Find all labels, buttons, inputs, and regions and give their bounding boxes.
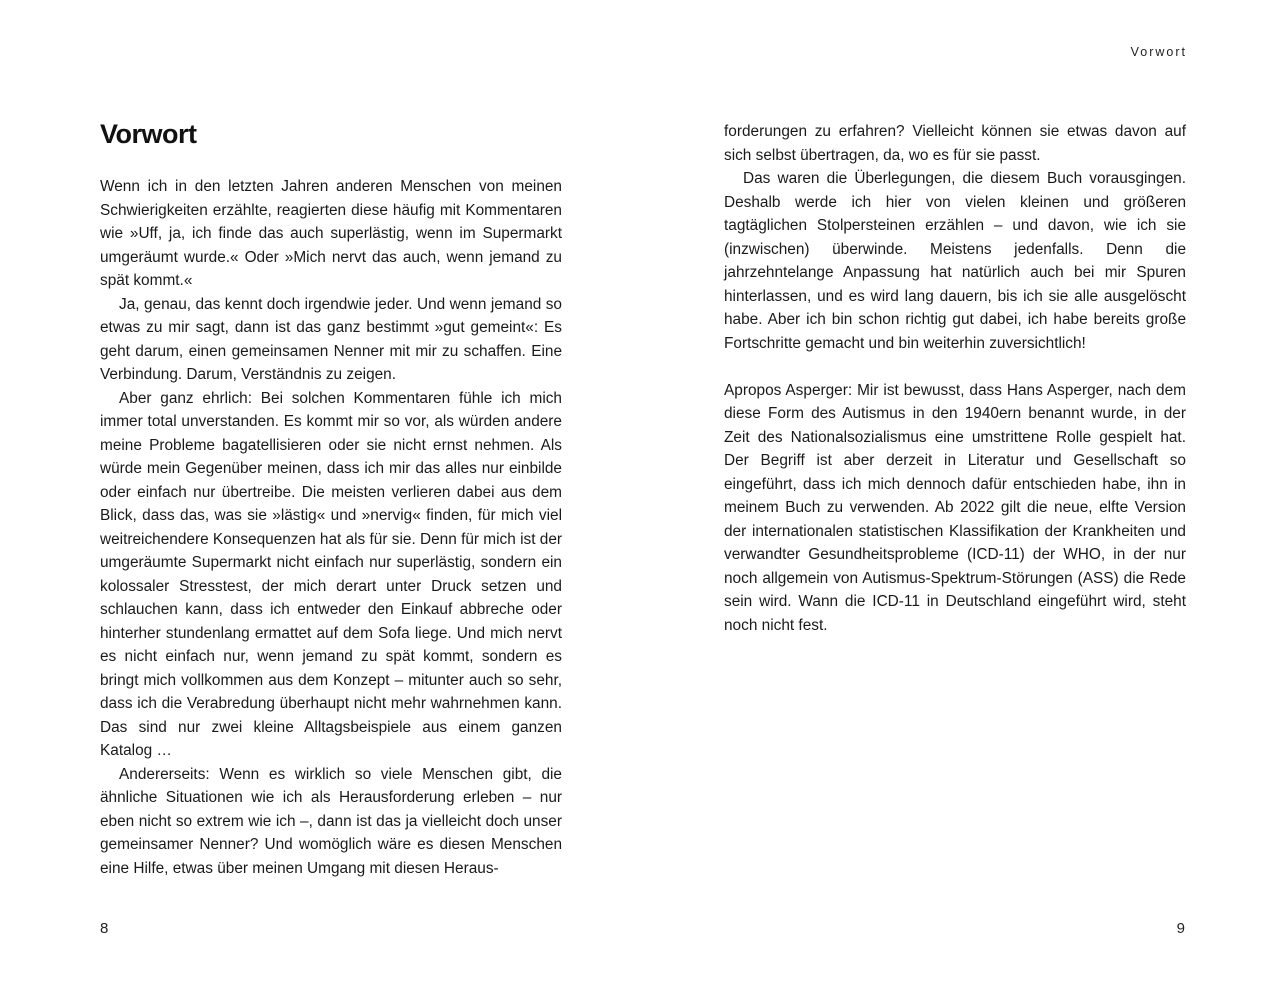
chapter-title: Vorwort <box>100 119 197 149</box>
paragraph: Andererseits: Wenn es wirklich so viele Menschen gibt, die ähnliche Situationen wie ich als Herausforderung erleben – nur eben nicht so extrem wie ich –, dann ist das ja vielleicht doch unser gemeinsamer Nenner? Und womöglich wäre es diesen Menschen eine Hilfe, etwas über meinen Umgang mit diesen Heraus- <box>100 765 562 877</box>
paragraph: forderungen zu erfahren? Vielleicht können sie etwas davon auf sich selbst übertragen, da, wo es für sie passt. <box>724 123 1186 164</box>
paragraph: Ja, genau, das kennt doch irgendwie jeder. Und wenn jemand so etwas zu mir sagt, dann ist das ganz bestimmt »gut gemeint«: Es geht darum, einen gemeinsamen Nenner mit mir zu schaffen. Eine Verbindung. Darum, Verständnis zu zeigen. <box>100 295 562 383</box>
page-number-right: 9 <box>1176 920 1185 937</box>
paragraph: Das waren die Überlegungen, die diesem Buch vorausgingen. Deshalb werde ich hier von vielen kleinen und größeren tagtäglichen Stolpersteinen erzählen – und davon, wie ich sie (inzwischen) überwinde. Meistens jedenfalls. Denn die jahrzehntelange Anpassung hat natürlich auch bei mir Spuren hinterlassen, und es wird lang dauern, bis ich sie alle ausgelöscht habe. Aber ich bin schon richtig gut dabei, ich habe bereits große Fortschritte gemacht und bin weiterhin zuversichtlich! <box>724 170 1186 352</box>
right-page <box>724 120 1186 637</box>
paragraph: Apropos Asperger: Mir ist bewusst, dass Hans Asperger, nach dem diese Form des Autismus in den 1940ern benannt wurde, in der Zeit des Nationalsozialismus eine umstrittene Rolle gespielt hat. Der Begriff ist aber derzeit in Literatur und Gesellschaft so eingeführt, dass ich mich dennoch dafür entschieden habe, ihn in meinem Buch zu verwenden. Ab 2022 gilt die neue, elfte Version der internationalen statistischen Klassifikation der Krankheiten und verwandter Gesundheitsprobleme (ICD-11) der WHO, in der nur noch allgemein von Autismus-Spektrum-Störungen (ASS) die Rede sein wird. Wann die ICD-11 in Deutschland eingeführt wird, steht noch nicht fest. <box>724 381 1186 634</box>
page-number-left: 8 <box>100 920 109 937</box>
running-head: Vorwort <box>1130 45 1187 59</box>
paragraph: Aber ganz ehrlich: Bei solchen Kommentaren fühle ich mich immer total unverstanden. Es kommt mir so vor, als würden andere meine Probleme bagatellisieren oder sie nicht ernst nehmen. Als würde mein Gegenüber meinen, dass ich mir das alles nur einbilde oder einfach nur übertreibe. Die meisten verlieren dabei aus dem Blick, dass das, was sie »lästig« und »nervig« finden, für mich viel weitreichendere Konsequenzen hat als für sie. Denn für mich ist der umgeräumte Supermarkt nicht einfach nur superlästig, sondern ein kolossaler Stresstest, der mich derart unter Druck setzen und schlauchen kann, dass ich entweder den Einkauf abbreche oder hinterher stundenlang ermattet auf dem Sofa liege. Und mich nervt es nicht einfach nur, wenn jemand zu spät kommt, sondern es bringt mich vollkommen aus dem Konzept – mitunter auch so sehr, dass ich die Verabredung überhaupt nicht mehr wahrnehmen kann. Das sind nur zwei kleine Alltagsbeispiele aus einem ganzen Katalog … <box>100 389 562 759</box>
left-page <box>100 116 562 880</box>
paragraph: Wenn ich in den letzten Jahren anderen Menschen von meinen Schwierigkeiten erzählte, reagierten diese häufig mit Kommentaren wie »Uff, ja, ich finde das auch superlästig, wenn im Supermarkt umgeräumt wurde.« Oder »Mich nervt das auch, wenn jemand zu spät kommt.« <box>100 178 562 289</box>
